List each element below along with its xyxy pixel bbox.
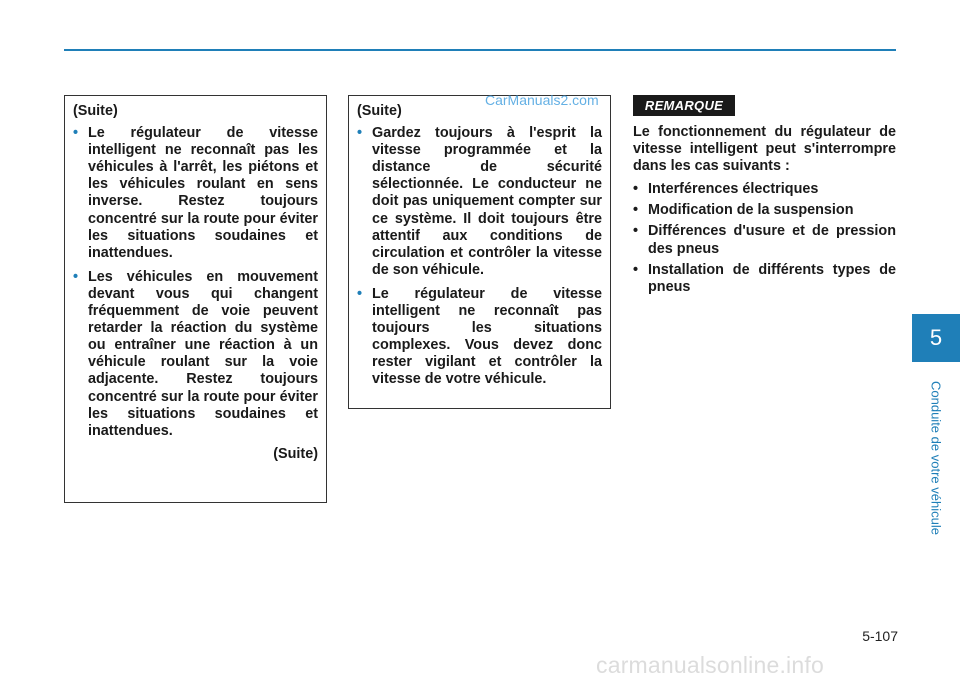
list-item-text: Gardez toujours à l'esprit la vitesse programmée et la distance de sécurité sélectionnée. Le conducteur ne doit pas uniquement compter sur ce système. Il doit toujours être attentif aux conditions de circulation et contrôler la vitesse de son véhicule. — [372, 125, 602, 278]
bullet-icon: • — [357, 125, 363, 142]
chapter-number-tab: 5 — [912, 314, 960, 362]
list-item — [633, 262, 896, 296]
list-item-text: Modification de la suspension — [648, 202, 854, 219]
list-item — [357, 286, 602, 389]
bullet-icon: • — [357, 285, 363, 302]
list-item-text: Différences d'usure et de pression des pneus — [648, 223, 896, 257]
caution-box-continued-1 — [64, 95, 327, 503]
bullet-icon: • — [633, 261, 639, 278]
list-item-text: Interférences électriques — [648, 181, 819, 198]
page-number: 5-107 — [862, 628, 898, 644]
list-item-text: Le régulateur de vitesse intelligent ne reconnaît pas les véhicules à l'arrêt, les piétons et les véhicules roulant en sens inverse. Restez toujours concentré sur la route pour éviter les situations soudaines et inattendues. — [88, 125, 318, 261]
list-item — [357, 125, 602, 279]
list-item — [633, 223, 896, 257]
list-item-text: Installation de différents types de pneus — [648, 261, 896, 295]
caution-box-continued-2 — [348, 95, 611, 409]
note-list — [633, 181, 896, 296]
bullet-icon: • — [633, 223, 639, 240]
caution-list — [73, 125, 318, 440]
list-item-text: Les véhicules en mouvement devant vous qui changent fréquemment de voie peuvent retarder la réaction du système ou entraîner une réaction à un véhicule roulant sur la voie adjacente. Restez toujours concentré sur la route pour éviter les situations soudaines et inattendues. — [88, 268, 318, 439]
note-intro: Le fonctionnement du régulateur de vitesse intelligent peut s'interrompre dans les cas suivants : — [633, 124, 896, 175]
list-item — [633, 181, 896, 198]
watermark-link[interactable]: CarManuals2.com — [485, 92, 599, 108]
list-item — [633, 202, 896, 219]
list-item — [73, 269, 318, 440]
header-rule — [64, 49, 896, 51]
bullet-icon: • — [633, 202, 639, 219]
note-badge: REMARQUE — [633, 95, 735, 116]
caution-list — [357, 125, 602, 388]
box-heading: (Suite) — [73, 103, 118, 119]
box-heading: (Suite) — [357, 103, 402, 119]
footer-watermark: carmanualsonline.info — [596, 652, 824, 678]
bullet-icon: • — [633, 181, 639, 198]
list-item-text: Le régulateur de vitesse intelligent ne reconnaît pas toujours les situations complexes. Vous devez donc rester vigilant et contrôler la vitesse de votre véhicule. — [372, 285, 602, 388]
note-section — [633, 124, 896, 300]
list-item — [73, 125, 318, 262]
bullet-icon: • — [73, 125, 79, 142]
chapter-title-text: Conduite de votre véhicule — [928, 381, 944, 535]
bullet-icon: • — [73, 268, 79, 285]
chapter-title — [912, 368, 960, 548]
continued-label: (Suite) — [273, 445, 318, 462]
